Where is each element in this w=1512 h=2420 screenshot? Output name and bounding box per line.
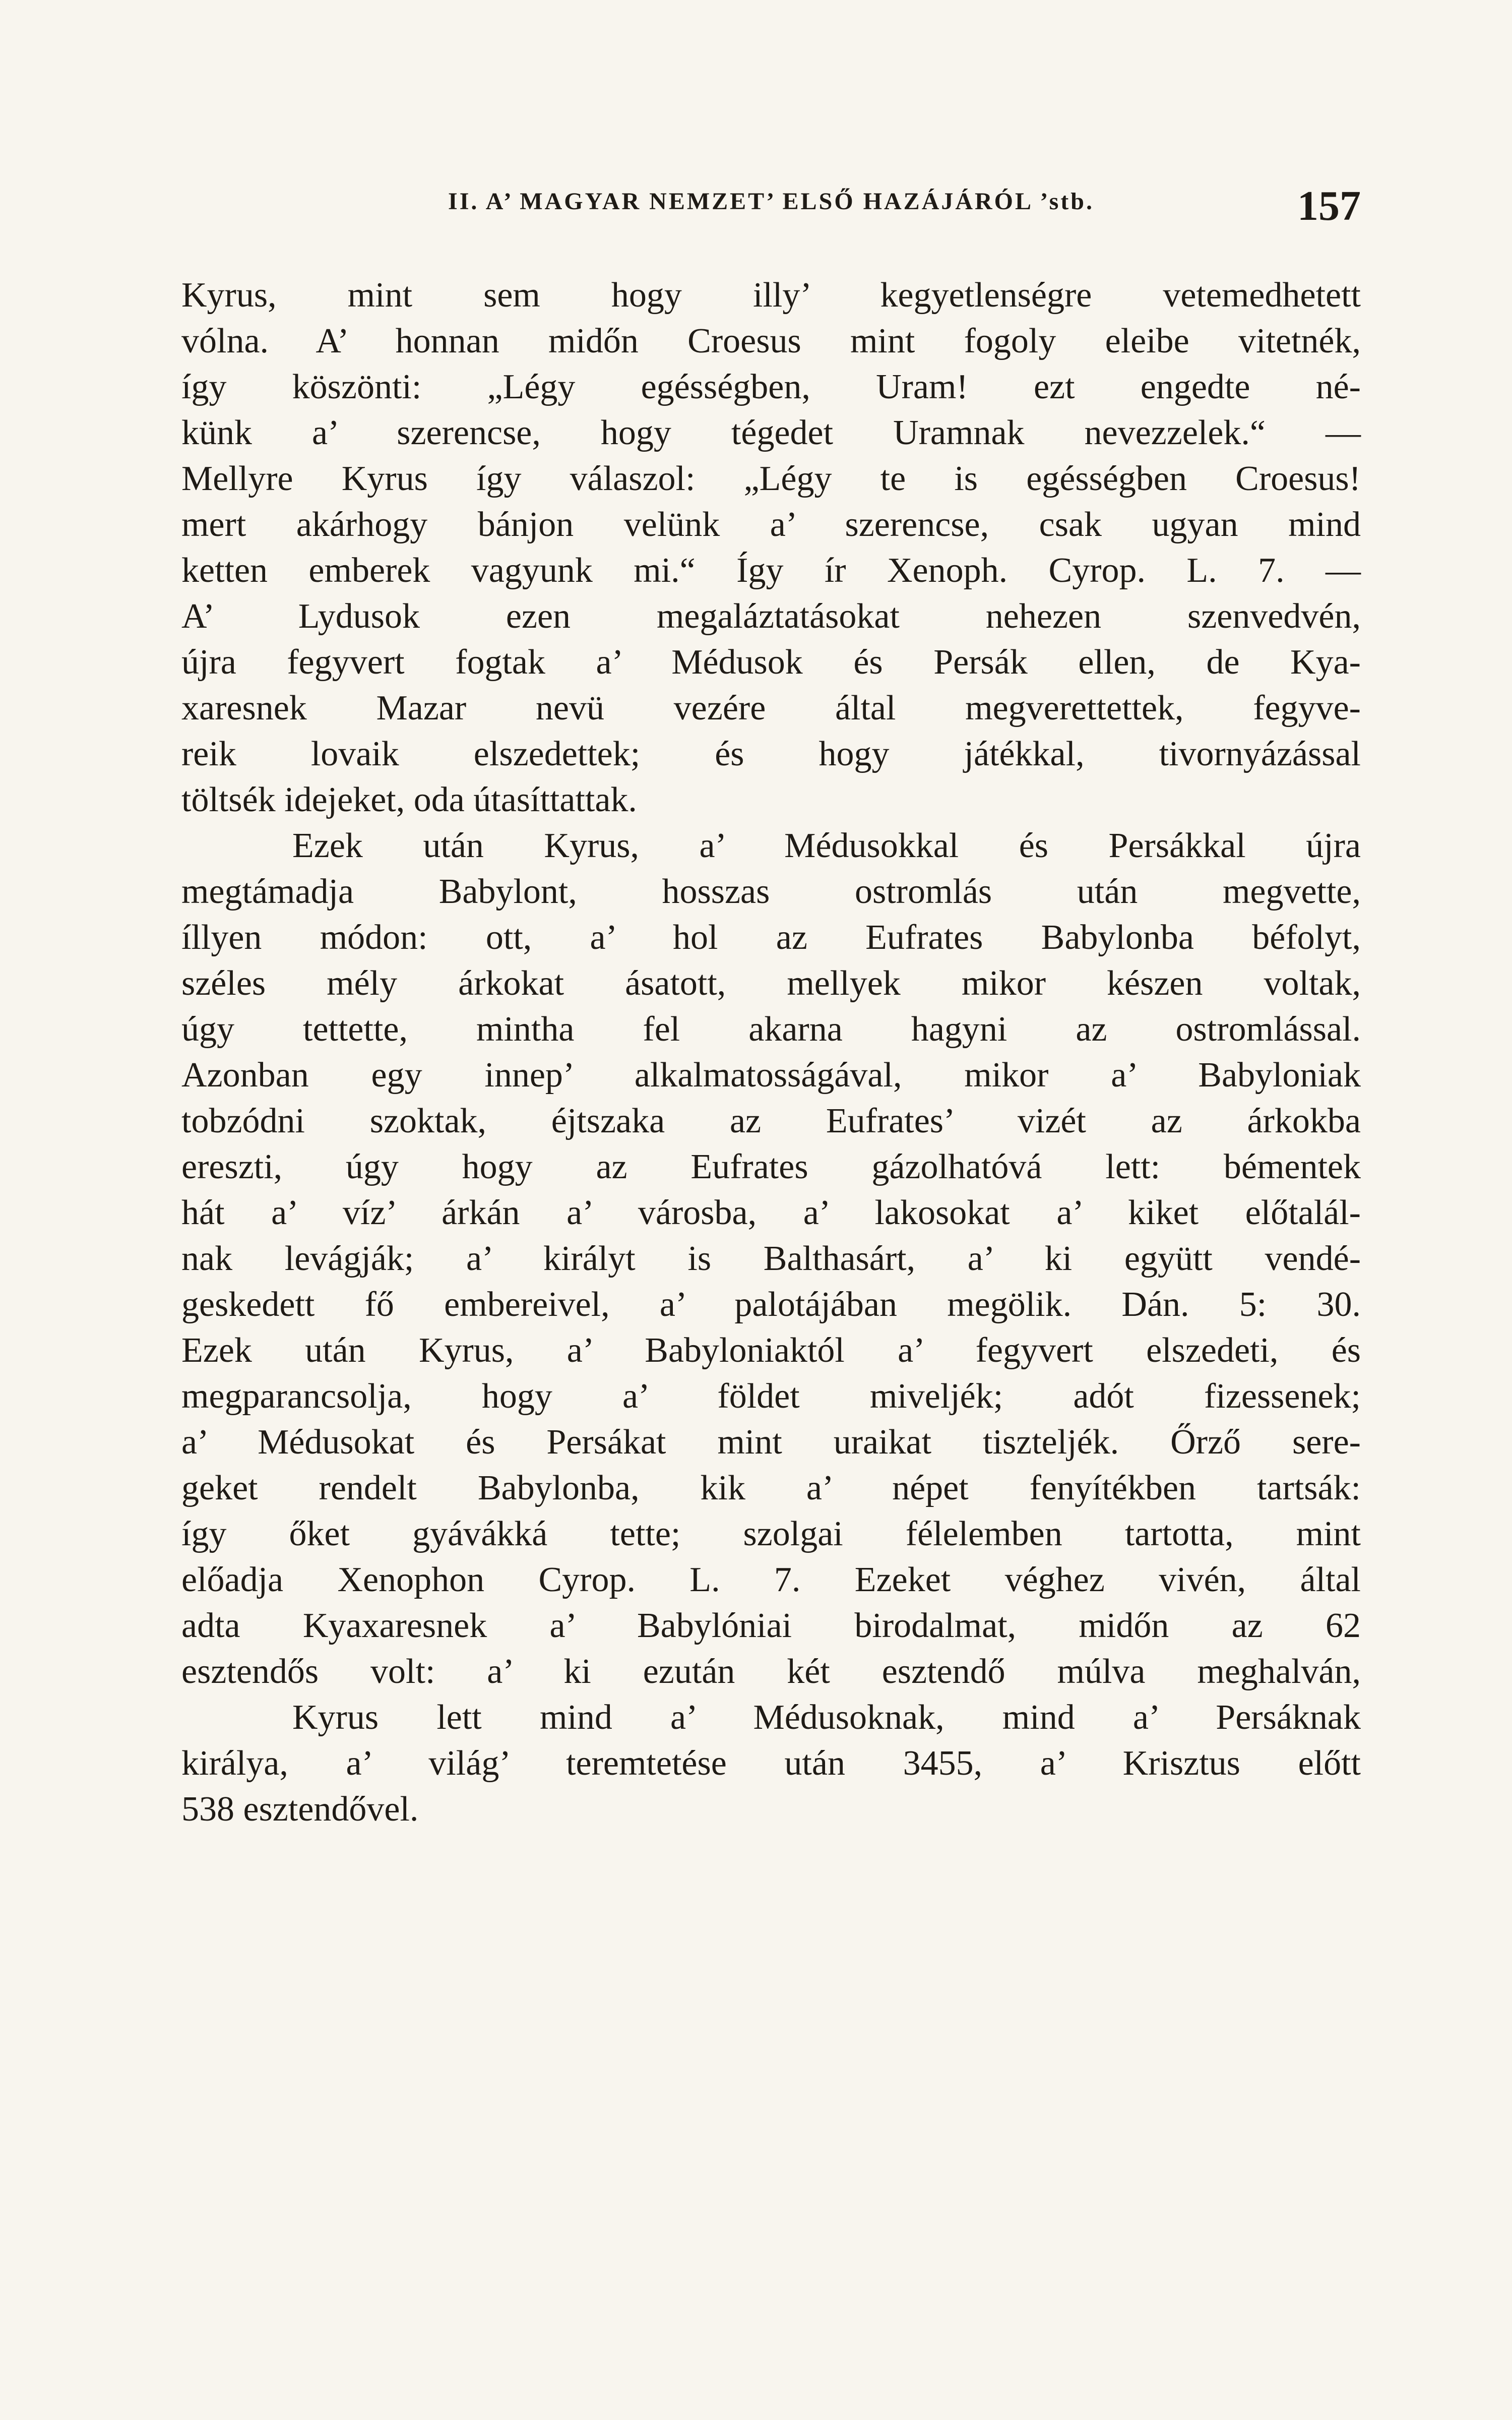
page-number: 157 <box>1297 183 1361 229</box>
text-line: nak levágják; a’ királyt is Balthasárt, a’ ki együtt vendé- <box>181 1239 1361 1278</box>
body-text <box>181 272 1361 1832</box>
text-line: előadja Xenophon Cyrop. L. 7. Ezeket véghez vivén, által <box>181 1560 1361 1599</box>
text-line: esztendős volt: a’ ki ezután két esztendő múlva meghalván, <box>181 1652 1361 1691</box>
running-head <box>181 182 1361 242</box>
text-line: geskedett fő embereivel, a’ palotájában megölik. Dán. 5: 30. <box>181 1285 1361 1324</box>
text-line: Mellyre Kyrus így válaszol: „Légy te is egésségben Croesus! <box>181 459 1361 498</box>
text-line: Azonban egy innep’ alkalmatosságával, mikor a’ Babyloniak <box>181 1056 1361 1095</box>
text-line: A’ Lydusok ezen megaláztatásokat nehezen szenvedvén, <box>181 597 1361 636</box>
text-line: ereszti, úgy hogy az Eufrates gázolhatóvá lett: bémentek <box>181 1147 1361 1186</box>
text-line: így köszönti: „Légy egésségben, Uram! ezt engedte né- <box>181 368 1361 406</box>
text-line: vólna. A’ honnan midőn Croesus mint fogoly eleibe vitetnék, <box>181 322 1361 360</box>
text-line: Ezek után Kyrus, a’ Médusokkal és Persákkal újra <box>292 826 1361 865</box>
text-line: tobzódni szoktak, éjtszaka az Eufrates’ vizét az árkokba <box>181 1102 1361 1140</box>
text-line: királya, a’ világ’ teremtetése után 3455, a’ Krisztus előtt <box>181 1744 1361 1783</box>
text-line: Kyrus, mint sem hogy illy’ kegyetlenségre vetemedhetett <box>181 276 1361 315</box>
text-line: a’ Médusokat és Persákat mint uraikat tiszteljék. Őrző sere- <box>181 1423 1361 1462</box>
text-line: így őket gyávákká tette; szolgai félelemben tartotta, mint <box>181 1515 1361 1553</box>
text-line: megparancsolja, hogy a’ földet miveljék; adót fizessenek; <box>181 1377 1361 1416</box>
text-line: künk a’ szerencse, hogy tégedet Uramnak nevezzelek.“ — <box>181 413 1361 452</box>
text-line: Kyrus lett mind a’ Médusoknak, mind a’ Persáknak <box>292 1698 1361 1737</box>
text-line: reik lovaik elszedettek; és hogy játékkal, tivornyázással <box>181 735 1361 773</box>
text-line: úgy tettette, mintha fel akarna hagyni az ostromlással. <box>181 1010 1361 1049</box>
text-line: geket rendelt Babylonba, kik a’ népet fenyítékben tartsák: <box>181 1469 1361 1507</box>
text-line: újra fegyvert fogtak a’ Médusok és Persák ellen, de Kya- <box>181 643 1361 682</box>
text-line: 538 esztendővel. <box>181 1790 419 1829</box>
text-line: megtámadja Babylont, hosszas ostromlás után megvette, <box>181 872 1361 911</box>
text-line: xaresnek Mazar nevü vezére által megverettettek, fegyve- <box>181 689 1361 728</box>
text-line: íllyen módon: ott, a’ hol az Eufrates Babylonba béfolyt, <box>181 918 1361 957</box>
text-line: adta Kyaxaresnek a’ Babylóniai birodalmat, midőn az 62 <box>181 1606 1361 1645</box>
text-line: ketten emberek vagyunk mi.“ Így ír Xenoph. Cyrop. L. 7. — <box>181 551 1361 590</box>
running-title: II. A’ MAGYAR NEMZET’ ELSŐ HAZÁJÁRÓL ’stb. <box>448 188 1094 215</box>
text-line: töltsék idejeket, oda útasíttattak. <box>181 780 637 819</box>
text-line: széles mély árkokat ásatott, mellyek mikor készen voltak, <box>181 964 1361 1003</box>
text-line: hát a’ víz’ árkán a’ városba, a’ lakosokat a’ kiket előtalál- <box>181 1193 1361 1232</box>
text-line: mert akárhogy bánjon velünk a’ szerencse, csak ugyan mind <box>181 505 1361 544</box>
text-line: Ezek után Kyrus, a’ Babyloniaktól a’ fegyvert elszedeti, és <box>181 1331 1361 1370</box>
